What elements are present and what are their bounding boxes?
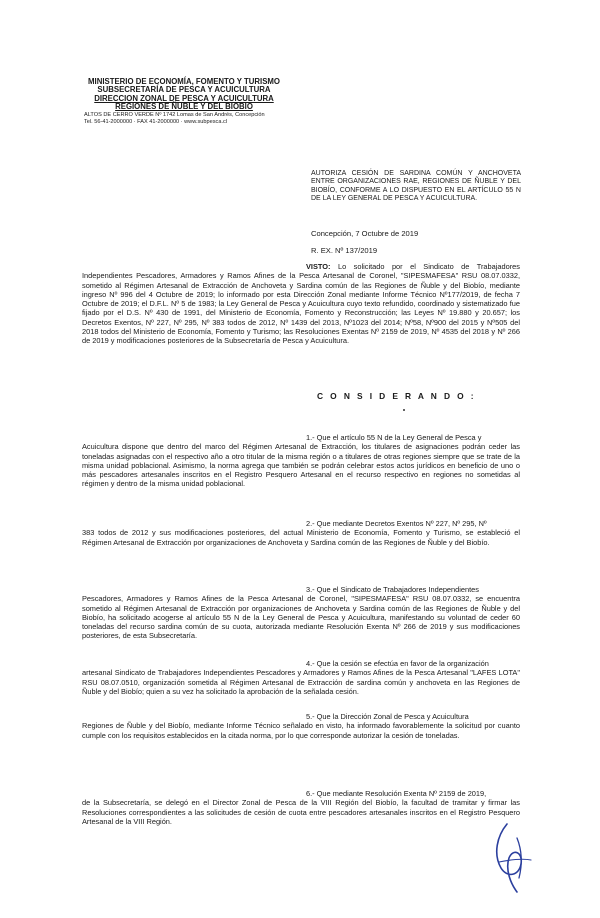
decorative-dot: [403, 409, 405, 411]
considerando-text: Regiones de Ñuble y del Biobío, mediante Informe Técnico señalado en visto, ha informado favorablemente la solicitud por cuanto cumple con los requisitos establecidos en la citada norma, por lo que corresponde autorizar la cesión de toneladas.: [82, 721, 520, 740]
considerando-4: [82, 659, 520, 696]
visto-paragraph: [82, 262, 520, 346]
considerando-lead: 6.- Que mediante Resolución Exenta Nº 2159 de 2019,: [306, 789, 487, 798]
considerando-lead: 1.- Que el artículo 55 N de la Ley General de Pesca y: [306, 433, 482, 442]
considerando-3: [82, 585, 520, 641]
considerando-text: Acuicultura dispone que dentro del marco del Régimen Artesanal de Extracción, los titulares de asignaciones podrán ceder las toneladas asignadas con el respectivo año a otro titular de la misma región o a titulares de otras regiones siempre que se trate de la misma unidad poblacional. Asimismo, la norma agrega que también se podrán celebrar estos actos jurídicos en beneficio de uno o más pescadores artesanales inscritos en el Registro Pesquero Artesanal en el recurso respectivo en regiones no sometidas al régimen y dentro de la misma unidad poblacional.: [82, 442, 520, 489]
considerando-1: [82, 433, 520, 489]
resolution-number: R. EX. Nº 137/2019: [311, 246, 378, 255]
considerando-lead: 3.- Que el Sindicato de Trabajadores Independientes: [306, 585, 479, 594]
considerando-5: [82, 712, 520, 740]
letterhead-address: ALTOS DE CERRO VERDE Nº 1742 Lomas de San Andrés, Concepción: [84, 111, 265, 118]
visto-label: VISTO:: [306, 262, 331, 271]
considerando-text: 383 todos de 2012 y sus modificaciones posteriores, del actual Ministerio de Economía, Fomento y Turismo, se estableció el Régimen Artesanal de Extracción por organizaciones de Anchoveta y Sardina común de las Regiones de Ñuble y del Biobío.: [82, 528, 520, 547]
letterhead-regiones: REGIONES DE ÑUBLE Y DEL BIOBIO: [115, 102, 253, 112]
letterhead-direccion: DIRECCION ZONAL DE PESCA Y ACUICULTURA: [94, 93, 274, 103]
letterhead-subsecretaria: SUBSECRETARÍA DE PESCA Y ACUICULTURA: [97, 85, 271, 95]
considerando-lead: 5.- Que la Dirección Zonal de Pesca y Acuicultura: [306, 712, 469, 721]
considerando-lead: 2.- Que mediante Decretos Exentos Nº 227, Nº 295, Nº: [306, 519, 487, 528]
considerando-heading: C O N S I D E R A N D O :: [317, 391, 476, 401]
handwritten-signature-icon: [487, 818, 535, 898]
letterhead-contact: Tel. 56-41-2000000 · FAX 41-2000000 · www.subpesca.cl: [84, 118, 228, 125]
considerando-2: [82, 519, 520, 547]
visto-text: Lo solicitado por el Sindicato de Trabajadores Independientes Pescadores, Armadores y Ramos Afines de la Pesca Artesanal de Coronel, "SIPESMAFESA" RSU 08.07.0332, sometido al Régimen Artesanal de Extracción de Anchoveta y Sardina común de las Regiones de Ñuble y del Biobío, mediante ingreso Nº 996 del 4 Octubre de 2019; lo informado por esta Dirección Zonal mediante Informe Técnico Nº177/2019, de fecha 7 Octubre de 2019; el D.F.L. Nº 5 de 1983; la Ley General de Pesca y Acuicultura cuyo texto refundido, coordinado y sistematizado fue fijado por el D.S. Nº 430 de 1991, del Ministerio de Economía, Fomento y Reconstrucción; las Leyes Nº 19.880 y 20.657; los Decretos Exentos, Nº 227, Nº 295, Nº 383 todos de 2012, Nº 1439 del 2013, Nº1023 del 2014; Nº58, Nº900 del 2015 y Nº505 del 2018 todos del Ministerio de Economía, Fomento y Turismo; las Resoluciones Exentas Nº 2159 de 2019, Nº 4535 del 2018 y Nº 266 de 2019 y modificaciones posteriores de la Subsecretaría de Pesca y Acuicultura.: [82, 262, 520, 346]
considerando-text: Pescadores, Armadores y Ramos Afines de la Pesca Artesanal de Coronel, "SIPESMAFESA" RSU 08.07.0332, se encuentra sometido al Régimen Artesanal de Extracción por organizaciones de Anchoveta y Sardina común de las Regiones de Ñuble y del Biobío, ha solicitado acogerse al artículo 55 N de la Ley General de Pesca y Acuicultura, manifestando su voluntad de ceder 60 toneladas del recurso sardina común de su cuota, autorizada mediante Resolución Exenta Nº 266 de 2019 y sus modificaciones posteriores, de esta Subsecretaría.: [82, 594, 520, 641]
considerando-lead: 4.- Que la cesión se efectúa en favor de la organización: [306, 659, 489, 668]
considerando-6: [82, 789, 520, 826]
resolution-subject: AUTORIZA CESIÓN DE SARDINA COMÚN Y ANCHOVETA ENTRE ORGANIZACIONES RAE, REGIONES DE ÑUBLE Y DEL BIOBÍO, CONFORME A LO DISPUESTO EN EL ARTÍCULO 55 N DE LA LEY GENERAL DE PESCA Y ACUICULTURA.: [311, 170, 521, 203]
letterhead-ministry: MINISTERIO DE ECONOMÍA, FOMENTO Y TURISMO: [88, 77, 280, 86]
considerando-text: artesanal Sindicato de Trabajadores Independientes Pescadores y Armadores y Ramos Afines de la Pesca Artesanal "LAFES LOTA" RSU 08.07.0510, organización sometida al Régimen Artesanal de Extracción de sardina común y anchoveta en las Regiones de Ñuble y del Biobío; quien a su vez ha solicitado la aprobación de la señalada cesión.: [82, 668, 520, 696]
ministry-letterhead: [84, 78, 284, 126]
considerando-text: de la Subsecretaría, se delegó en el Director Zonal de Pesca de la VIII Región del Biobío, la facultad de tramitar y firmar las Resoluciones correspondientes a las solicitudes de cesión de cuota entre pescadores artesanales inscritos en el Registro Pesquero Artesanal de la VIII Región.: [82, 798, 520, 826]
resolution-date: Concepción, 7 Octubre de 2019: [311, 229, 419, 238]
